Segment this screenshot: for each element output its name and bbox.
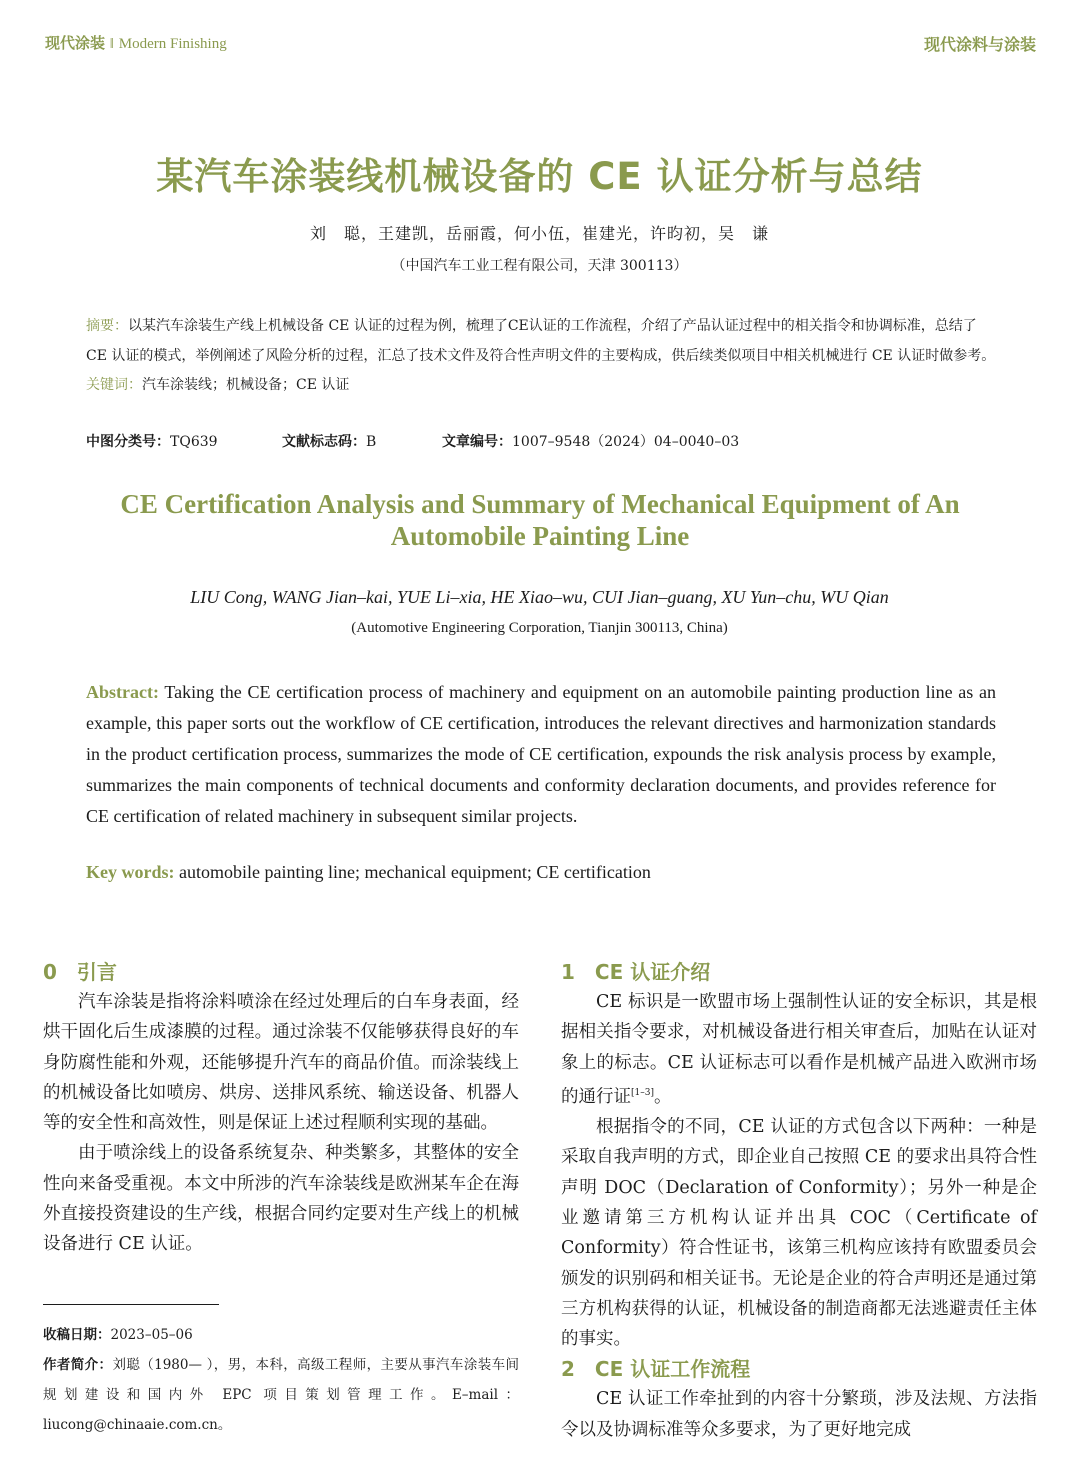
- header-separator: ‖: [109, 36, 115, 52]
- section-1-paragraph-1-text: CE 标识是一欧盟市场上强制性认证的安全标识，其是根据相关指令要求，对机械设备进行相关审查后，加贴在认证对象上的标志。CE 认证标志可以看作是机械产品进入欧洲市场的通行证: [561, 992, 1037, 1107]
- keywords-en-text: automobile painting line; mechanical equipment; CE certification: [179, 862, 651, 882]
- abstract-cn: [86, 312, 996, 401]
- section-2-paragraph-1: CE 认证工作牵扯到的内容十分繁琐，涉及法规、方法指令以及协调标准等众多要求，为了更好地完成: [561, 1389, 1037, 1440]
- paper-title-cn: 某汽车涂装线机械设备的 CE 认证分析与总结: [156, 155, 923, 198]
- keywords-cn-text: 汽车涂装线；机械设备；CE 认证: [142, 377, 350, 393]
- journal-name-en: Modern Finishing: [118, 36, 227, 52]
- article-no-value: 1007–9548（2024）04–0040–03: [512, 434, 740, 450]
- abstract-en-label: Abstract:: [86, 682, 159, 702]
- classification-line: [86, 431, 996, 451]
- author-bio-text: 刘聪（1980— ），男，本科，高级工程师，主要从事汽车涂装车间规划建设和国内外 EPC 项目策划管理工作。E–mail：liucong@chinaaie.com.cn。: [43, 1357, 519, 1433]
- section-1-heading: 1 CE 认证介绍: [561, 960, 711, 984]
- paper-title-en: CE Certification Analysis and Summary of Mechanical Equipment of An Automobile Painting Line: [120, 489, 960, 551]
- section-1-paragraph-1: [561, 987, 1037, 1112]
- abstract-en-text: Taking the CE certification process of machinery and equipment on an automobile painting production line as an example, this paper sorts out the workflow of CE certification, introduces the relevant directives and harmonization standards in the product certification process, summarizes the mode of CE certification, expounds the risk analysis process by example, summarizes the main components of technical documents and conformity declaration documents, and provides reference for CE certification of related machinery in subsequent similar projects.: [86, 682, 996, 826]
- authors-cn: 刘 聪，王建凯，岳丽霞，何小伍，崔建光，许昀初，吴 谦: [309, 224, 769, 243]
- doc-code-label: 文献标志码：: [282, 434, 366, 450]
- affiliation-cn: （中国汽车工业工程有限公司，天津 300113）: [391, 258, 688, 274]
- body-column-left: [43, 957, 519, 1260]
- footnotes: [43, 1320, 519, 1440]
- section-0-heading: 0 引言: [43, 960, 117, 984]
- running-header-section: 现代涂料与涂装: [923, 35, 1036, 54]
- section-1-paragraph-1-end: 。: [653, 1086, 672, 1107]
- keywords-cn-label: 关键词：: [86, 377, 142, 393]
- keywords-en-label: Key words:: [86, 862, 175, 882]
- clc-value: TQ639: [170, 434, 218, 450]
- section-0-paragraph-2: 由于喷涂线上的设备系统复杂、种类繁多，其整体的安全性向来备受重视。本文中所涉的汽车涂装线是欧洲某车企在海外直接投资建设的生产线，根据合同约定要对生产线上的机械设备进行 CE 认证。: [43, 1143, 519, 1255]
- abstract-cn-text: 以某汽车涂装生产线上机械设备 CE 认证的过程为例，梳理了CE认证的工作流程，介绍了产品认证过程中的相关指令和协调标准，总结了 CE 认证的模式，举例阐述了风险分析的过程，汇总了技术文件及符合性声明文件的主要构成，供后续类似项目中相关机械进行 CE 认证时做参考。: [86, 318, 996, 364]
- received-date-value: 2023–05–06: [110, 1327, 193, 1343]
- footnote-divider: [43, 1304, 219, 1305]
- article-no-label: 文章编号：: [442, 434, 512, 450]
- running-header-left: [45, 32, 227, 53]
- keywords-en: [86, 862, 996, 883]
- received-date-label: 收稿日期：: [43, 1327, 111, 1343]
- section-0-paragraph-1: 汽车涂装是指将涂料喷涂在经过处理后的白车身表面，经烘干固化后生成漆膜的过程。通过涂装不仅能够获得良好的车身防腐性能和外观，还能够提升汽车的商品价值。而涂装线上的机械设备比如喷房、烘房、送排风系统、输送设备、机器人等的安全性和高效性，则是保证上述过程顺利实现的基础。: [43, 992, 519, 1134]
- abstract-cn-label: 摘要：: [86, 318, 128, 334]
- author-bio-label: 作者简介：: [43, 1357, 113, 1373]
- abstract-en: [86, 677, 996, 832]
- clc-label: 中图分类号：: [86, 434, 170, 450]
- doc-code-value: B: [366, 434, 377, 450]
- citation-ref: [1–3]: [631, 1087, 654, 1098]
- journal-name-cn: 现代涂装: [45, 34, 106, 52]
- body-column-right: [561, 957, 1037, 1445]
- section-2-heading: 2 CE 认证工作流程: [561, 1357, 751, 1382]
- affiliation-en: (Automotive Engineering Corporation, Tianjin 300113, China): [351, 620, 728, 636]
- section-1-paragraph-2: 根据指令的不同，CE 认证的方式包含以下两种：一种是采取自我声明的方式，即企业自己按照 CE 的要求出具符合性声明 DOC（Declaration of Conformity）；另外一种是企业邀请第三方机构认证并出具 COC（Certificate of Conformity）符合性证书，该第三机构应该持有欧盟委员会颁发的识别码和相关证书。无论是企业的符合声明还是通过第三方机构获得的认证，机械设备的制造商都无法逃避责任主体的事实。: [561, 1117, 1037, 1350]
- authors-en: LIU Cong, WANG Jian–kai, YUE Li–xia, HE Xiao–wu, CUI Jian–guang, XU Yun–chu, WU Qian: [190, 587, 889, 607]
